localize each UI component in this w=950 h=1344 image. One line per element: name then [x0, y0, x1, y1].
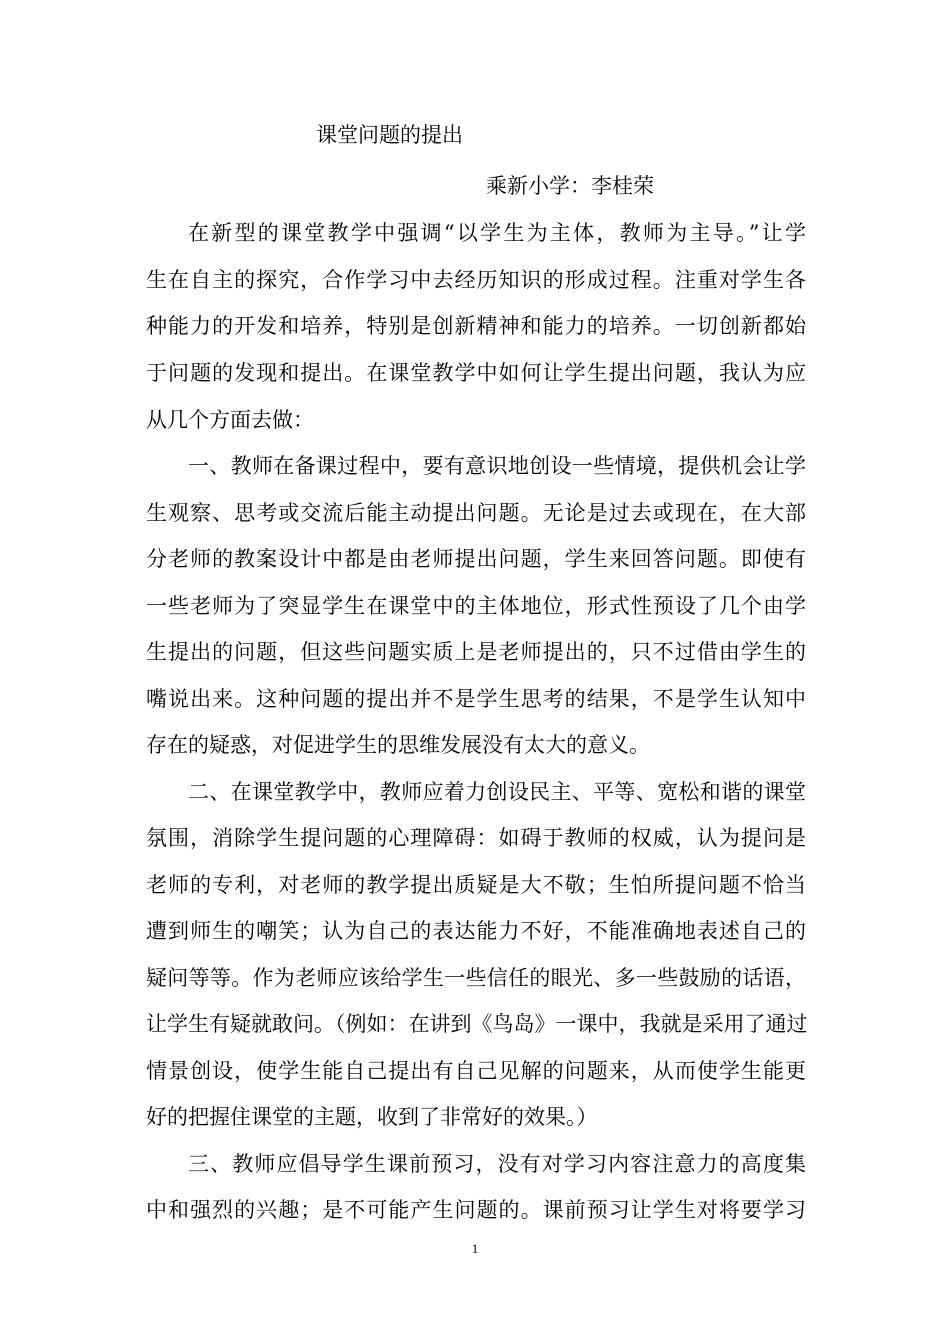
text-line: 分老师的教案设计中都是由老师提出问题，学生来回答问题。即使有	[146, 547, 806, 571]
text-line: 中和强烈的兴趣；是不可能产生问题的。课前预习让学生对将要学习	[146, 1198, 806, 1222]
text-line: 遭到师生的嘲笑；认为自己的表达能力不好，不能准确地表述自己的	[146, 919, 806, 943]
text-line: 一些老师为了突显学生在课堂中的主体地位，形式性预设了几个由学	[146, 594, 806, 618]
text-line: 种能力的开发和培养，特别是创新精神和能力的培养。一切创新都始	[146, 314, 806, 338]
text-line: 于问题的发现和提出。在课堂教学中如何让学生提出问题，我认为应	[146, 361, 806, 385]
text-line: 存在的疑惑，对促进学生的思维发展没有太大的意义。	[146, 733, 650, 757]
text-line: 生提出的问题，但这些问题实质上是老师提出的，只不过借由学生的	[146, 640, 806, 664]
document-title: 课堂问题的提出	[316, 123, 463, 147]
text-line: 情景创设，使学生能自己提出有自己见解的问题来，从而使学生能更	[146, 1059, 806, 1083]
text-line: 从几个方面去做：	[146, 408, 314, 432]
text-line: 疑问等等。作为老师应该给学生一些信任的眼光、多一些鼓励的话语，	[146, 966, 806, 990]
text-line: 老师的专利，对老师的教学提出质疑是大不敬；生怕所提问题不恰当	[146, 873, 806, 897]
text-line: 一、教师在备课过程中，要有意识地创设一些情境，提供机会让学	[188, 454, 806, 478]
text-line: 在新型的课堂教学中强调“以学生为主体，教师为主导。”让学	[188, 221, 806, 245]
text-line: 氛围，消除学生提问题的心理障碍：如碍于教师的权威，认为提问是	[146, 826, 806, 850]
text-line: 嘴说出来。这种问题的提出并不是学生思考的结果，不是学生认知中	[146, 687, 806, 711]
text-line: 好的把握住课堂的主题，收到了非常好的效果。）	[146, 1105, 598, 1129]
page-number: 1	[471, 1241, 479, 1256]
text-line: 三、教师应倡导学生课前预习，没有对学习内容注意力的高度集	[188, 1152, 806, 1176]
text-line: 生观察、思考或交流后能主动提出问题。无论是过去或现在，在大部	[146, 501, 806, 525]
text-line: 二、在课堂教学中，教师应着力创设民主、平等、宽松和谐的课堂	[188, 780, 806, 804]
text-line: 让学生有疑就敢问。（例如：在讲到《鸟岛》一课中，我就是采用了通过	[146, 1012, 808, 1036]
author-line: 乘新小学：李桂荣	[486, 174, 654, 198]
text-line: 生在自主的探究，合作学习中去经历知识的形成过程。注重对学生各	[146, 268, 806, 292]
